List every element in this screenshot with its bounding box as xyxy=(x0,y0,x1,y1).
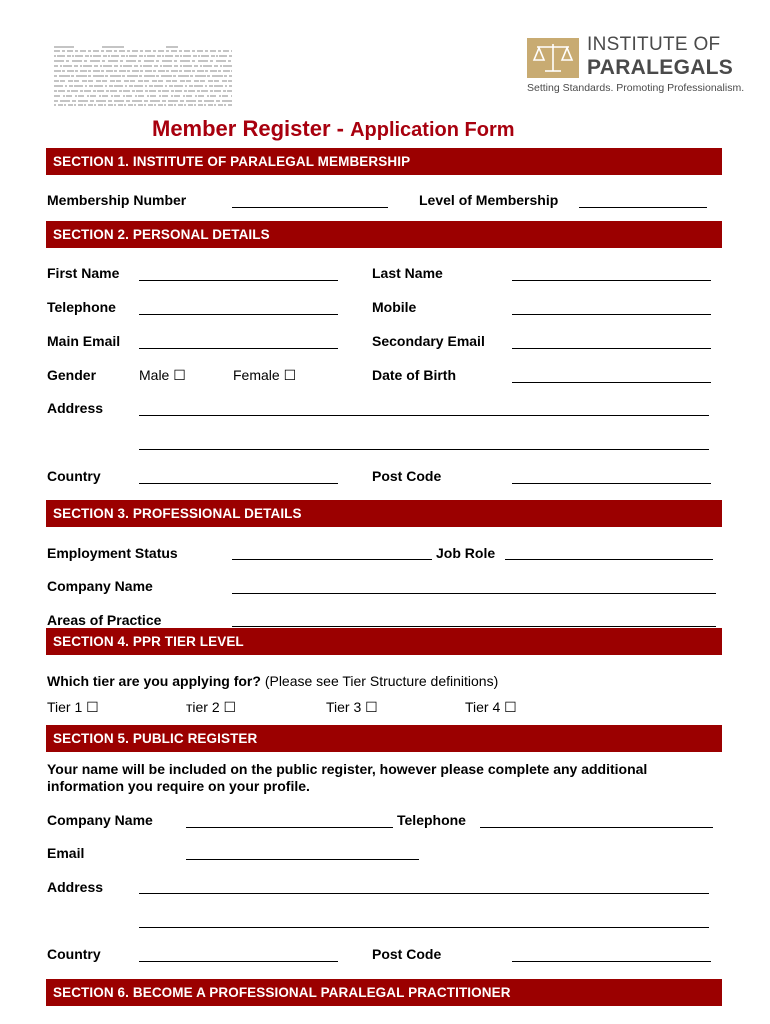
tier-1-checkbox[interactable]: Tier 1 ☐ xyxy=(47,699,99,715)
main-email-field[interactable] xyxy=(139,348,338,349)
public-address-label: Address xyxy=(47,879,104,895)
employment-status-field[interactable] xyxy=(232,559,432,560)
first-name-field[interactable] xyxy=(139,280,338,281)
public-post-code-label: Post Code xyxy=(372,946,442,962)
address-field-line1[interactable] xyxy=(139,415,709,416)
level-of-membership-field[interactable] xyxy=(579,207,707,208)
country-field[interactable] xyxy=(139,483,338,484)
public-register-intro-line1: Your name will be included on the public register, however please complete any additional xyxy=(47,761,648,777)
employment-status-label: Employment Status xyxy=(47,545,178,561)
title-sub: Application Form xyxy=(350,119,515,141)
last-name-field[interactable] xyxy=(512,280,711,281)
title-main: Member Register - xyxy=(152,116,351,141)
date-of-birth-label: Date of Birth xyxy=(372,367,456,383)
public-country-label: Country xyxy=(47,946,101,962)
job-role-field[interactable] xyxy=(505,559,713,560)
areas-of-practice-label: Areas of Practice xyxy=(47,612,162,628)
public-post-code-field[interactable] xyxy=(512,961,711,962)
main-email-label: Main Email xyxy=(47,333,121,349)
post-code-label: Post Code xyxy=(372,468,442,484)
public-company-name-field[interactable] xyxy=(186,827,393,828)
company-name-label: Company Name xyxy=(47,578,153,594)
section-5-heading: SECTION 5. PUBLIC REGISTER xyxy=(53,731,258,746)
tier-4-checkbox[interactable]: Tier 4 ☐ xyxy=(465,699,517,715)
secondary-email-field[interactable] xyxy=(512,348,711,349)
scales-logo-icon xyxy=(527,38,579,78)
membership-number-field[interactable] xyxy=(232,207,388,208)
section-6-header xyxy=(46,979,722,1006)
logo-text-line2: PARALEGALS xyxy=(587,56,734,79)
section-2-heading: SECTION 2. PERSONAL DETAILS xyxy=(53,227,270,242)
public-address-field-line1[interactable] xyxy=(139,893,709,894)
telephone-label: Telephone xyxy=(47,299,116,315)
scanned-header-graphic xyxy=(54,44,232,106)
mobile-label: Mobile xyxy=(372,299,417,315)
level-of-membership-label: Level of Membership xyxy=(419,192,559,208)
public-country-field[interactable] xyxy=(139,961,338,962)
public-telephone-field[interactable] xyxy=(480,827,713,828)
logo-tagline: Setting Standards. Promoting Professionalism. xyxy=(527,82,745,94)
secondary-email-label: Secondary Email xyxy=(372,333,485,349)
section-1-heading: SECTION 1. INSTITUTE OF PARALEGAL MEMBERSHIP xyxy=(53,154,411,169)
gender-female-checkbox[interactable]: Female ☐ xyxy=(233,367,297,383)
section-4-header xyxy=(46,628,722,655)
post-code-field[interactable] xyxy=(512,483,711,484)
page-title xyxy=(152,116,515,142)
public-telephone-label: Telephone xyxy=(397,812,466,828)
tier-question-text: Which tier are you applying for? xyxy=(47,673,261,689)
country-label: Country xyxy=(47,468,101,484)
gender-male-checkbox[interactable]: Male ☐ xyxy=(139,367,186,383)
logo-text-line1: INSTITUTE OF xyxy=(587,34,721,55)
last-name-label: Last Name xyxy=(372,265,443,281)
section-3-heading: SECTION 3. PROFESSIONAL DETAILS xyxy=(53,506,302,521)
address-field-line2[interactable] xyxy=(139,449,709,450)
tier-2-checkbox[interactable]: ᴛier 2 ☐ xyxy=(186,699,237,715)
public-email-field[interactable] xyxy=(186,859,419,860)
section-4-heading: SECTION 4. PPR TIER LEVEL xyxy=(53,634,244,649)
public-company-name-label: Company Name xyxy=(47,812,153,828)
section-3-header xyxy=(46,500,722,527)
tier-question xyxy=(47,673,498,689)
section-1-header xyxy=(46,148,722,175)
tier-3-checkbox[interactable]: Tier 3 ☐ xyxy=(326,699,378,715)
public-register-intro-line2: information you require on your profile. xyxy=(47,778,310,794)
gender-label: Gender xyxy=(47,367,97,383)
membership-number-label: Membership Number xyxy=(47,192,187,208)
date-of-birth-field[interactable] xyxy=(512,382,711,383)
section-5-header xyxy=(46,725,722,752)
telephone-field[interactable] xyxy=(139,314,338,315)
address-label: Address xyxy=(47,400,104,416)
public-address-field-line2[interactable] xyxy=(139,927,709,928)
areas-of-practice-field[interactable] xyxy=(232,626,716,627)
section-6-heading: SECTION 6. BECOME A PROFESSIONAL PARALEGAL PRACTITIONER xyxy=(53,985,511,1000)
public-email-label: Email xyxy=(47,845,85,861)
tier-question-note: (Please see Tier Structure definitions) xyxy=(264,673,499,689)
company-name-field[interactable] xyxy=(232,593,716,594)
section-2-header xyxy=(46,221,722,248)
mobile-field[interactable] xyxy=(512,314,711,315)
job-role-label: Job Role xyxy=(436,545,496,561)
first-name-label: First Name xyxy=(47,265,120,281)
